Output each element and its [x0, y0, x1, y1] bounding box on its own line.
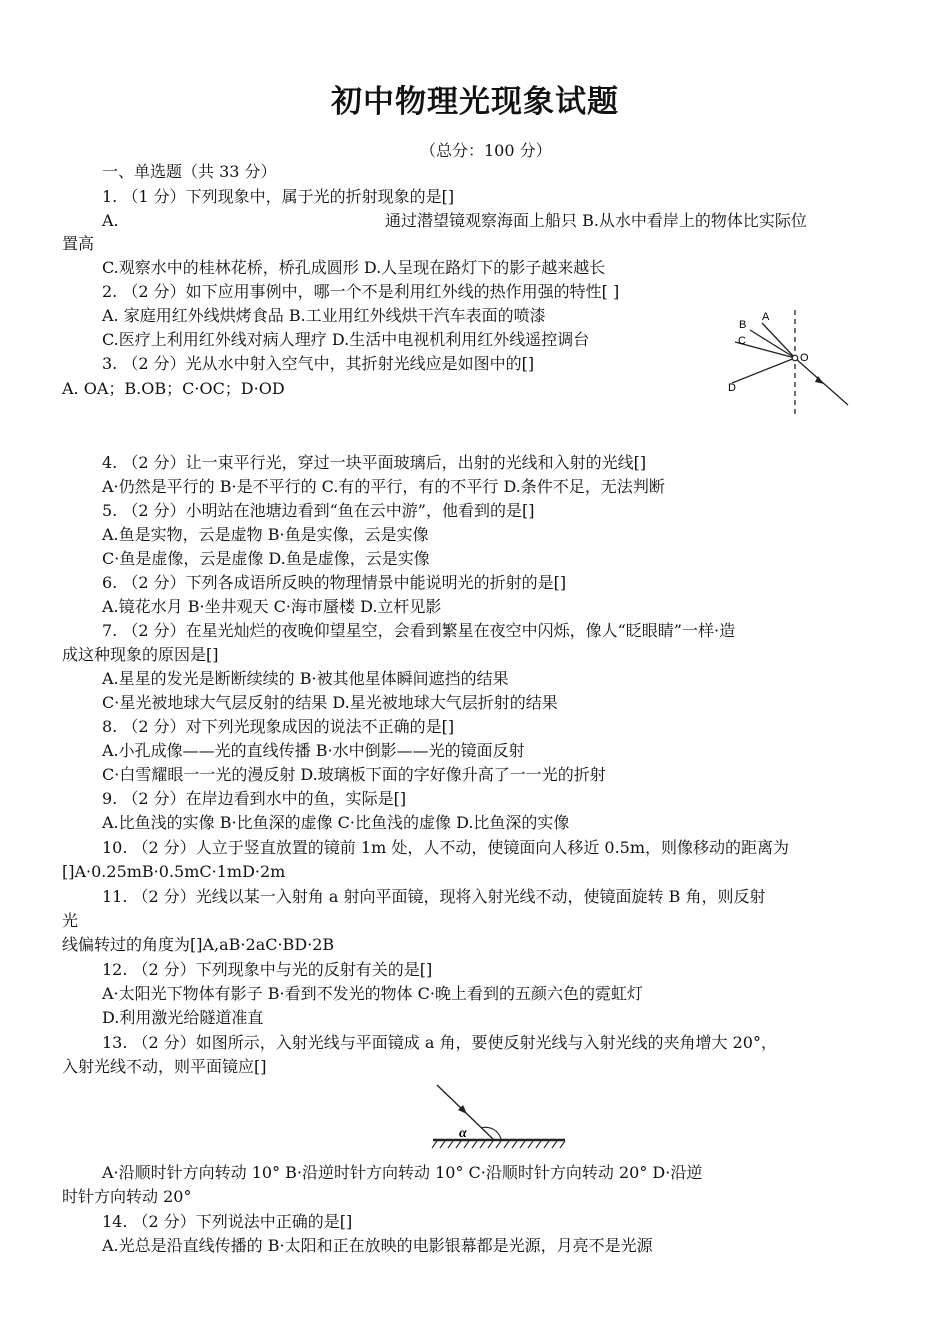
- q12-options-line2: D.利用激光给隧道准直: [102, 1008, 264, 1027]
- q1-options-line2: C.观察水中的桂林花桥，桥孔成圆形 D.人呈现在路灯下的影子越来越长: [102, 258, 606, 277]
- q12-options-line1: A·太阳光下物体有影子 B·看到不发光的物体 C·晚上看到的五颜六色的霓虹灯: [102, 984, 643, 1003]
- ray-od: [732, 358, 795, 383]
- q5-options-line1: A.鱼是实物，云是虚物 B·鱼是实像，云是实像: [102, 525, 429, 544]
- q11-stem-line2: 光: [62, 911, 79, 930]
- q4-options: A·仍然是平行的 B·是不平行的 C.有的平行，有的不平行 D.条件不足，无法判断: [102, 477, 665, 496]
- q7-options-line2: C·星光被地球大气层反射的结果 D.星光被地球大气层折射的结果: [102, 693, 558, 712]
- q7-options-line1: A.星星的发光是断断续续的 B·被其他星体瞬间遮挡的结果: [102, 669, 509, 688]
- q14-stem: 14. （2 分）下列说法中正确的是[]: [102, 1212, 353, 1231]
- q13-options-line2: 时针方向转动 20°: [62, 1187, 192, 1206]
- q3-stem: 3. （2 分）光从水中射入空气中，其折射光线应是如图中的[]: [102, 354, 535, 373]
- q8-options-line1: A.小孔成像——光的直线传播 B·水中倒影——光的镜面反射: [102, 741, 525, 760]
- q7-stem-line2: 成这种现象的原因是[]: [62, 645, 219, 664]
- q11-stem-line3: 线偏转过的角度为[]A,aB·2aC·BD·2B: [62, 935, 335, 954]
- q1-stem: 1. （1 分）下列现象中，属于光的折射现象的是[]: [102, 187, 455, 206]
- q2-stem: 2. （2 分）如下应用事例中，哪一个不是利用红外线的热作用强的特性[ ]: [102, 282, 620, 301]
- total-score: （总分：100 分）: [420, 141, 552, 160]
- q5-stem: 5. （2 分）小明站在池塘边看到“鱼在云中游”，他看到的是[]: [102, 501, 535, 520]
- label-o: O: [800, 352, 809, 364]
- q8-stem: 8. （2 分）对下列光现象成因的说法不正确的是[]: [102, 717, 455, 736]
- q2-options-line1: A. 家庭用红外线烘烤食品 B.工业用红外线烘干汽车表面的喷漆: [102, 306, 546, 325]
- q2-options-line2: C.医疗上利用红外线对病人理疗 D.生活中电视机利用红外线遥控调台: [102, 330, 590, 349]
- q1-options-line1: 通过潜望镜观察海面上船只 B.从水中看岸上的物体比实际位: [385, 211, 807, 230]
- mirror-hatching: [432, 1141, 565, 1148]
- q8-options-line2: C·白雪耀眼一一光的漫反射 D.玻璃板下面的字好像升高了一一光的折射: [102, 765, 606, 784]
- q3-options: A. OA；B.OB；C·OC；D·OD: [62, 379, 285, 398]
- q1-options-line1-cont: 置高: [62, 234, 95, 253]
- label-b: B: [739, 319, 747, 331]
- q14-options-line1: A.光总是沿直线传播的 B·太阳和正在放映的电影银幕都是光源，月亮不是光源: [102, 1236, 653, 1255]
- q11-stem-line1: 11. （2 分）光线以某一入射角 a 射向平面镜，现将入射光线不动，使镜面旋转 B 角，则反射: [102, 887, 766, 906]
- refraction-diagram: [720, 305, 860, 420]
- q12-stem: 12. （2 分）下列现象中与光的反射有关的是[]: [102, 960, 433, 979]
- label-c: C: [738, 335, 746, 347]
- document-title: 初中物理光现象试题: [331, 84, 619, 120]
- angle-alpha-label: α: [459, 1126, 467, 1141]
- q13-stem-line2: 入射光线不动，则平面镜应[]: [62, 1057, 267, 1076]
- q13-stem-line1: 13. （2 分）如图所示，入射光线与平面镜成 a 角，要使反射光线与入射光线的夹角增大 20°，: [102, 1033, 777, 1052]
- point-o: [792, 355, 798, 361]
- q10-stem-line2: []A·0.25mB·0.5mC·1mD·2m: [62, 862, 286, 881]
- label-a: A: [762, 311, 770, 323]
- section-heading: 一、单选题（共 33 分）: [102, 162, 277, 181]
- q7-stem-line1: 7. （2 分）在星光灿烂的夜晚仰望星空，会看到繁星在夜空中闪烁，像人“眨眼睛”一样·造: [102, 621, 736, 640]
- q9-stem: 9. （2 分）在岸边看到水中的鱼，实际是[]: [102, 789, 407, 808]
- q13-options-line1: A·沿顺时针方向转动 10° B·沿逆时针方向转动 10° C·沿顺时针方向转动 20° D·沿逆: [102, 1163, 703, 1182]
- q10-stem-line1: 10. （2 分）人立于竖直放置的镜前 1m 处，人不动，使镜面向人移近 0.5m，则像移动的距离为: [102, 838, 790, 857]
- q6-options: A.镜花水月 B·坐井观天 C·海市蜃楼 D.立杆见影: [102, 597, 442, 616]
- mirror-diagram: [425, 1080, 575, 1150]
- q5-options-line2: C·鱼是虚像，云是虚像 D.鱼是虚像，云是实像: [102, 549, 430, 568]
- label-d: D: [728, 382, 736, 394]
- q4-stem: 4. （2 分）让一束平行光，穿过一块平面玻璃后，出射的光线和入射的光线[]: [102, 453, 647, 472]
- q1-option-a-label: A.: [102, 211, 119, 230]
- q6-stem: 6. （2 分）下列各成语所反映的物理情景中能说明光的折射的是[]: [102, 573, 567, 592]
- q9-options: A.比鱼浅的实像 B·比鱼深的虚像 C·比鱼浅的虚像 D.比鱼深的实像: [102, 813, 570, 832]
